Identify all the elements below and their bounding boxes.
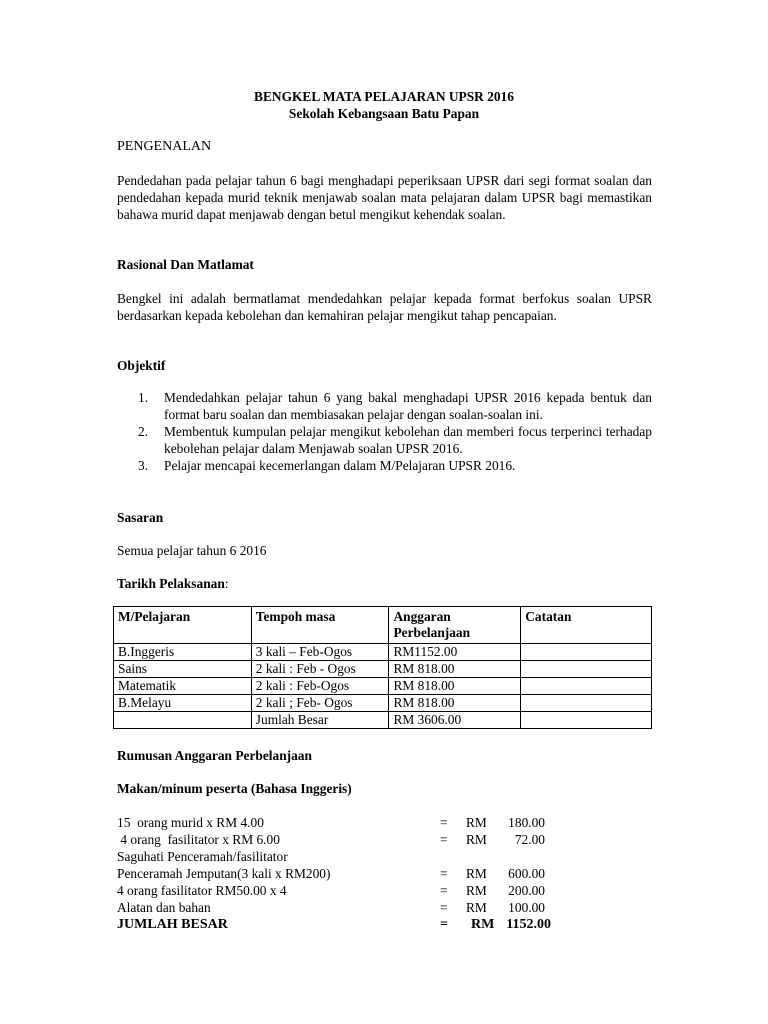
table-cell: RM 818.00	[389, 695, 521, 712]
rationale-paragraph: Bengkel ini adalah bermatlamat mendedahkan pelajar kepada format berfokus soalan UPSR berdasarkan kepada kebolehan dan kemahiran pelajar mengikut tahap pencapaian.	[117, 291, 652, 323]
budget-total-amount: 1152.00	[506, 917, 551, 932]
budget-line-currency: RM	[466, 900, 487, 915]
table-row	[114, 678, 652, 695]
budget-breakdown	[117, 814, 657, 933]
budget-line-amount: 100.00	[508, 900, 545, 915]
list-item	[138, 389, 652, 423]
budget-total-equals: =	[440, 917, 448, 932]
list-item-text: Pelajar mencapai kecemerlangan dalam M/Pelajaran UPSR 2016.	[164, 458, 516, 473]
budget-line-equals: =	[440, 866, 448, 881]
table-cell: RM 818.00	[389, 678, 521, 695]
table-cell: 2 kali : Feb-Ogos	[251, 678, 389, 695]
budget-line-amount: 72.00	[514, 832, 545, 847]
table-cell	[521, 644, 652, 661]
table-header-row	[114, 607, 652, 644]
table-cell: 3 kali – Feb-Ogos	[251, 644, 389, 661]
list-item-text: Mendedahkan pelajar tahun 6 yang bakal menghadapi UPSR 2016 kepada bentuk dan format baru soalan dan membiasakan pelajar dengan soalan-soalan ini.	[164, 390, 652, 422]
section-heading-budget: Rumusan Anggaran Perbelanjaan	[117, 748, 312, 763]
schedule-heading-colon: :	[224, 576, 229, 591]
table-total-amount: RM 3606.00	[389, 712, 521, 729]
section-heading-rationale: Rasional Dan Matlamat	[117, 257, 254, 272]
budget-total-label: JUMLAH BESAR	[117, 917, 228, 932]
budget-total-line	[117, 916, 657, 933]
list-item	[138, 423, 652, 457]
budget-line-equals: =	[440, 815, 448, 830]
section-heading-schedule	[117, 575, 229, 592]
budget-line-label: Alatan dan bahan	[117, 900, 211, 915]
table-cell: 2 kali : Feb - Ogos	[251, 661, 389, 678]
table-row	[114, 661, 652, 678]
section-heading-target: Sasaran	[117, 510, 164, 525]
document-title: BENGKEL MATA PELAJARAN UPSR 2016	[254, 89, 514, 104]
budget-subheading: Makan/minum peserta (Bahasa Inggeris)	[117, 781, 352, 796]
table-cell: Matematik	[114, 678, 252, 695]
list-item-text: Membentuk kumpulan pelajar mengikut kebolehan dan memberi focus terperinci terhadap kebolehan pelajar dalam Menjawab soalan UPSR 2016.	[164, 424, 652, 456]
budget-line-amount: 180.00	[508, 815, 545, 830]
section-heading-objectives: Objektif	[117, 358, 166, 373]
table-cell: 2 kali ; Feb- Ogos	[251, 695, 389, 712]
table-row	[114, 695, 652, 712]
target-text: Semua pelajar tahun 6 2016	[117, 543, 267, 558]
school-name: Sekolah Kebangsaan Batu Papan	[288, 106, 480, 121]
table-cell: B.Inggeris	[114, 644, 252, 661]
budget-line-currency: RM	[466, 883, 487, 898]
table-header-cell: Catatan	[521, 607, 652, 644]
table-cell	[521, 712, 652, 729]
budget-line	[117, 831, 657, 848]
table-header-cell: Tempoh masa	[251, 607, 389, 644]
schedule-heading-label: Tarikh Pelaksanan	[117, 576, 225, 591]
table-cell	[114, 712, 252, 729]
budget-line	[117, 865, 657, 882]
table-cell	[521, 678, 652, 695]
budget-line-currency: RM	[466, 815, 487, 830]
table-cell: B.Melayu	[114, 695, 252, 712]
budget-total-currency: RM	[471, 917, 495, 932]
budget-line-label: 15 orang murid x RM 4.00	[117, 815, 264, 830]
list-item	[138, 457, 652, 474]
budget-line	[117, 882, 657, 899]
table-row	[114, 644, 652, 661]
list-item-number: 3.	[138, 458, 149, 473]
table-total-row	[114, 712, 652, 729]
table-cell: RM1152.00	[389, 644, 521, 661]
intro-paragraph: Pendedahan pada pelajar tahun 6 bagi menghadapi peperiksaan UPSR dari segi format soalan dan pendedahan kepada murid teknik menjawab soalan mata pelajaran dalam UPSR bagi memastikan bahawa murid dapat menjawab dengan betul mengikut kehendak soalan.	[117, 173, 652, 222]
budget-line-equals: =	[440, 900, 448, 915]
table-header-cell: M/Pelajaran	[114, 607, 252, 644]
budget-line	[117, 848, 657, 865]
budget-line-amount: 200.00	[508, 883, 545, 898]
budget-line-label: 4 orang fasilitator x RM 6.00	[117, 832, 280, 847]
budget-line-currency: RM	[466, 832, 487, 847]
budget-line-currency: RM	[466, 866, 487, 881]
section-heading-intro: PENGENALAN	[117, 139, 212, 154]
table-cell: Sains	[114, 661, 252, 678]
objectives-list	[138, 389, 652, 474]
table-cell: RM 818.00	[389, 661, 521, 678]
list-item-number: 1.	[138, 390, 149, 405]
budget-line-label: 4 orang fasilitator RM50.00 x 4	[117, 883, 287, 898]
table-cell	[521, 661, 652, 678]
budget-line-equals: =	[440, 832, 448, 847]
table-cell	[521, 695, 652, 712]
budget-line	[117, 814, 657, 831]
schedule-table	[113, 606, 652, 729]
budget-line-equals: =	[440, 883, 448, 898]
table-header-cell: Anggaran Perbelanjaan	[389, 607, 521, 644]
budget-line-label: Penceramah Jemputan(3 kali x RM200)	[117, 866, 331, 881]
budget-line-label: Saguhati Penceramah/fasilitator	[117, 849, 288, 864]
budget-line	[117, 899, 657, 916]
table-total-label: Jumlah Besar	[251, 712, 389, 729]
list-item-number: 2.	[138, 424, 149, 439]
budget-line-amount: 600.00	[508, 866, 545, 881]
